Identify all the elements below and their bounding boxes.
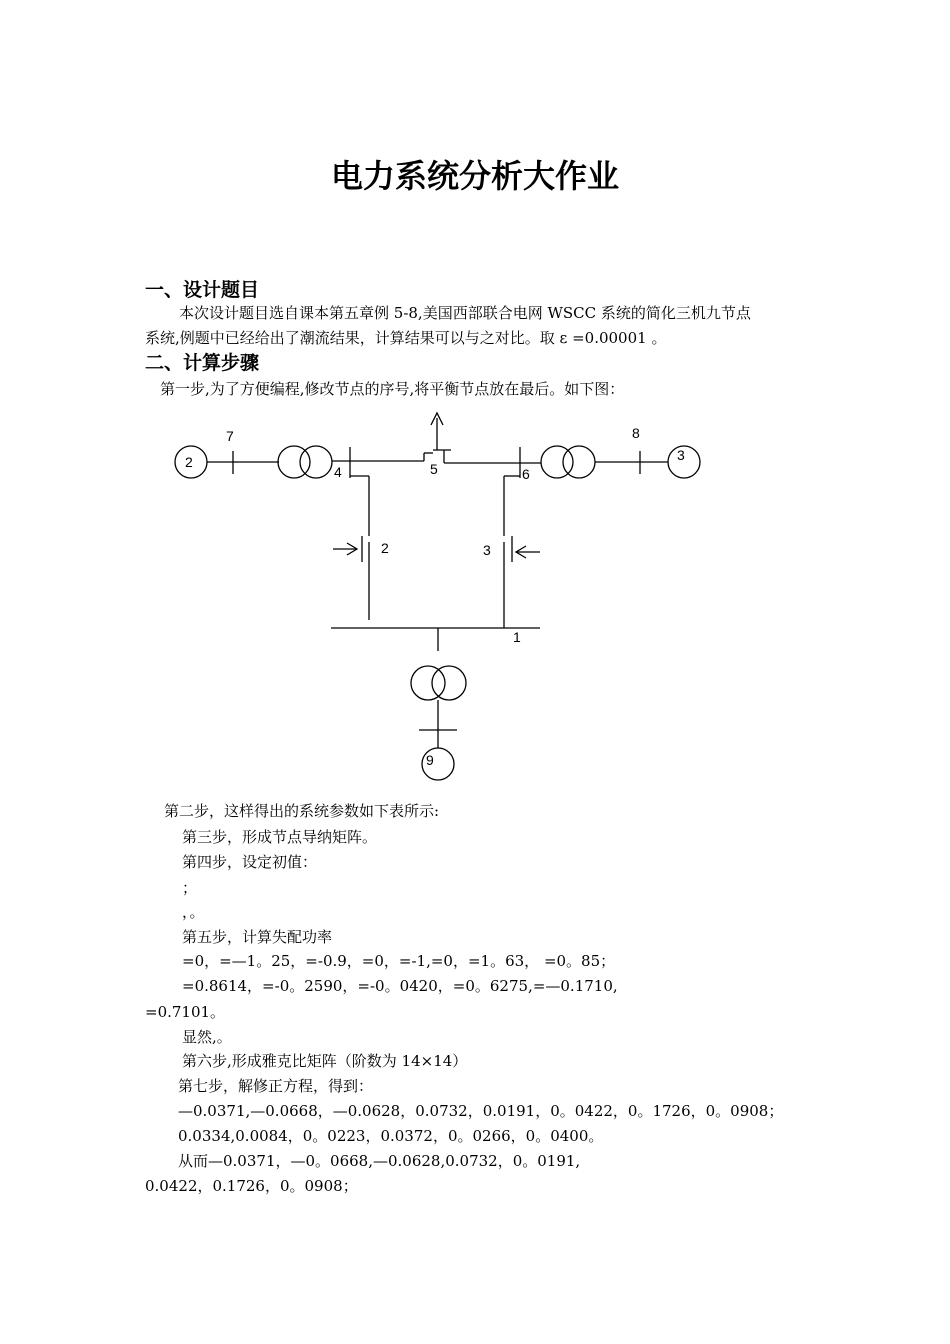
document-title: 电力系统分析大作业 xyxy=(330,157,619,195)
body-line: ； xyxy=(182,879,198,897)
section1-paragraph-line1: 本次设计题目选自课本第五章例 5-8,美国西部联合电网 WSCC 系统的简化三机九节点 xyxy=(179,304,751,322)
body-line: 第五步，计算失配功率 xyxy=(182,928,333,946)
body-line: 第四步，设定初值： xyxy=(182,853,318,871)
bus4-label: 4 xyxy=(334,464,342,480)
body-line: =0，=—1。25，=-0.9，=0，=-1,=0，=1。63， =0。85； xyxy=(182,952,616,970)
bus5-label: 5 xyxy=(430,461,438,477)
bus7-label: 7 xyxy=(226,428,234,444)
load3-label: 3 xyxy=(483,542,491,558)
section1-heading: 一、设计题目 xyxy=(145,279,260,301)
body-line: 第三步，形成节点导纳矩阵。 xyxy=(182,828,378,846)
step1-text: 第一步,为了方便编程,修改节点的序号,将平衡节点放在最后。如下图： xyxy=(160,380,625,398)
body-line: 0.0334,0.0084，0。0223，0.0372，0。0266，0。0400。 xyxy=(178,1127,604,1145)
body-line: ，。 xyxy=(182,903,205,921)
section2-heading: 二、计算步骤 xyxy=(145,352,260,374)
body-line: —0.0371,—0.0668，—0.0628，0.0732，0.0191，0。0422，0。1726，0。0908； xyxy=(178,1102,784,1120)
body-line: 显然,。 xyxy=(182,1028,232,1046)
gen9-label: 9 xyxy=(426,752,434,768)
transformer-bottom-winding1 xyxy=(411,666,445,700)
load2-label: 2 xyxy=(381,540,389,556)
transformer-right-winding2 xyxy=(563,446,595,478)
section1-paragraph-line2: 系统,例题中已经给出了潮流结果，计算结果可以与之对比。取 ε =0.00001 。 xyxy=(145,329,667,347)
bus6-label: 6 xyxy=(522,466,530,482)
transformer-left-winding2 xyxy=(300,446,332,478)
body-line: 第二步，这样得出的系统参数如下表所示: xyxy=(164,802,440,820)
body-line: 0.0422，0.1726，0。0908； xyxy=(145,1177,358,1195)
body-line: 从而—0.0371，—0。0668,—0.0628,0.0732，0。0191, xyxy=(178,1152,581,1170)
bus8-label: 8 xyxy=(632,425,640,441)
body-line: 第六步,形成雅克比矩阵（阶数为 14×14） xyxy=(182,1052,468,1070)
gen2-label: 2 xyxy=(185,454,193,470)
body-line: 第七步，解修正方程，得到： xyxy=(178,1077,374,1095)
bus1-label: 1 xyxy=(513,629,521,645)
body-line: =0.8614，=-0。2590，=-0。0420，=0。6275,=—0.1710, xyxy=(182,977,618,995)
gen3-label: 3 xyxy=(677,447,685,463)
body-line: =0.7101。 xyxy=(145,1003,226,1021)
transformer-bottom-winding2 xyxy=(432,666,466,700)
